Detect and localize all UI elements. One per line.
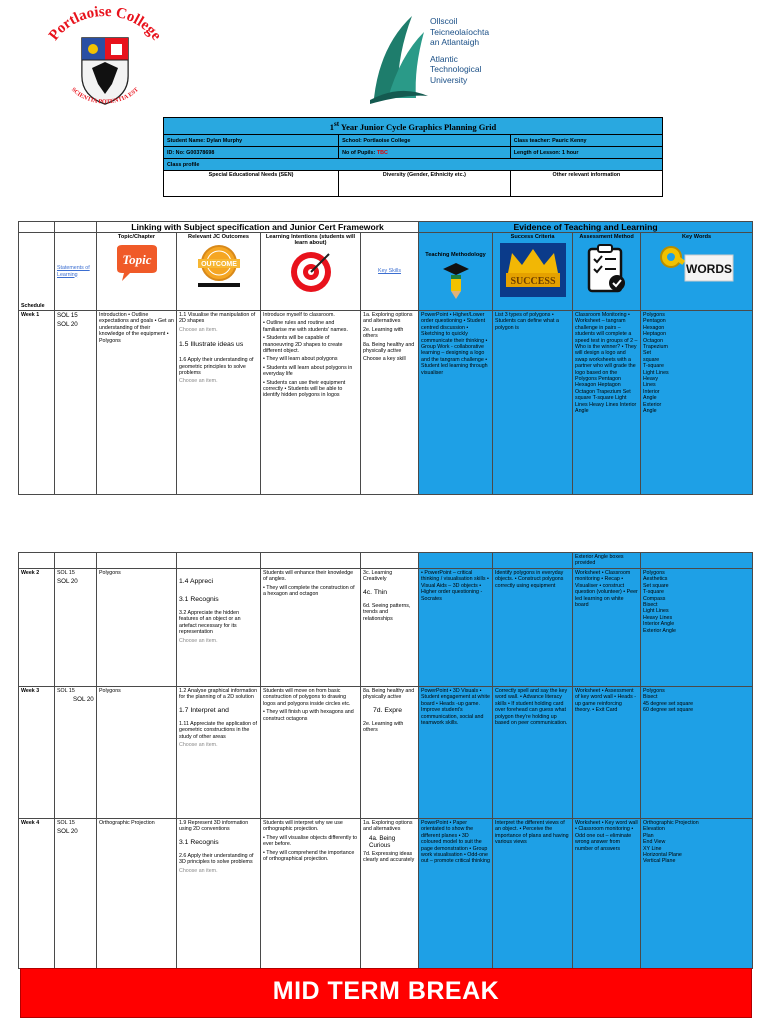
key-word: XY Line [643, 845, 662, 852]
outcome-item: 3.1 Recognis [179, 838, 219, 846]
week-label: Week 4 [19, 819, 55, 969]
skill-item: 1a. Exploring options and alternatives [363, 312, 413, 325]
blank-cell [641, 553, 753, 569]
topic-image-text: Topic [121, 252, 152, 268]
key-word: Plan [643, 832, 654, 839]
outcome-item: 1.6 Apply their understanding of geometric principles to solve problems [179, 357, 254, 377]
week-label: Week 3 [19, 687, 55, 819]
atu-wordmark [430, 16, 489, 85]
mid-term-break-banner: MID TERM BREAK [20, 968, 752, 1018]
success-cell: Interpret the different views of an object. • Perceive the importance of plans and having various views [493, 819, 573, 969]
methodology-cell: PowerPoint • 3D Visuals • Student engagement at white board • Heads -up game. Improve student's communication, social and teamwork skills. [419, 687, 493, 819]
key-word: Heptagon [643, 331, 667, 338]
outcome-item: 1.4 Appreci [179, 578, 214, 585]
intentions-cell [261, 819, 361, 969]
blank-cell [361, 553, 419, 569]
intention-item: Students will interpret why we use orthographic projection. [263, 820, 343, 833]
planning-grid-title: 1st Year Junior Cycle Graphics Planning Grid [164, 118, 663, 135]
blank-cell [19, 222, 55, 233]
sol-cell [55, 311, 97, 495]
topic-header-label: Topic/Chapter [117, 234, 156, 240]
key-word: Orthographic Projection [643, 820, 699, 826]
key-word: Bisect [643, 694, 658, 701]
college-name: Portlaoise College [45, 4, 165, 44]
outcomes-cell [177, 569, 261, 687]
skills-cell [361, 687, 419, 819]
outcomes-cell [177, 819, 261, 969]
outcome-item: 3.2 Appreciate the hidden features of an object or an artefact necessary for its representation [179, 610, 241, 636]
section-linking-title: Linking with Subject specification and Junior Cert Framework [97, 222, 419, 233]
intention-item: • They will visualise objects differently to ever before. [263, 834, 358, 848]
pupil-count: No of Pupils: TBC [339, 147, 511, 159]
key-word: Hexagon [643, 324, 665, 331]
choose-item-dropdown[interactable]: Choose an item. [179, 637, 218, 644]
skill-item: 8a. Being healthy and physically active [363, 688, 415, 701]
methodology-header [419, 233, 493, 311]
sol-item: SOL 20 [57, 578, 78, 586]
skill-item: 8a. Being healthy and physically active [363, 341, 415, 355]
key-words-cell [641, 687, 753, 819]
outcome-item: 1.2 Analyse graphical information for the planning of a 2D solution [179, 688, 258, 701]
atu-line: Ollscoil [430, 16, 458, 26]
key-word: Interior Angle [643, 621, 675, 628]
key-word: Heavy Lines [643, 614, 673, 621]
key-word: Polygons [643, 312, 665, 318]
success-header-label: Success Criteria [510, 234, 555, 240]
key-word: Elevation [643, 826, 665, 833]
assessment-header-label: Assessment Method [579, 234, 634, 240]
key-word: Aesthetics [643, 576, 668, 583]
assessment-cell: Worksheet • Classroom monitoring • Recap • Visualiser • construct question (volunteer) • Peer led learning on white board [573, 569, 641, 687]
intention-item: • They will learn about polygons [263, 356, 338, 363]
choose-item-dropdown[interactable]: Choose an item. [179, 378, 218, 385]
section-evidence-title: Evidence of Teaching and Learning [419, 222, 753, 233]
key-words-cell [641, 311, 753, 495]
schedule-label: Schedule [19, 233, 55, 311]
key-words-cell [641, 819, 753, 969]
other-info-cell: Other relevant information [510, 171, 662, 197]
outcomes-cell [177, 311, 261, 495]
intention-item: • Students will learn about polygons in everyday life [263, 364, 353, 378]
key-word: Horizontal Plane [643, 852, 682, 859]
sol-item: SOL 20 [57, 321, 78, 328]
key-word: Pentagon [643, 318, 666, 325]
key-word: Set [643, 350, 651, 357]
intentions-header-label: Learning Intentions (students will learn about) [265, 234, 356, 247]
key-word: Angle [643, 408, 657, 415]
atu-mark-icon [370, 16, 428, 104]
topic-header [97, 233, 177, 311]
assessment-continued-cell: Exterior Angle boxes provided [573, 553, 641, 569]
sol-item: SOL 15 [57, 688, 75, 694]
key-word: Light Lines [643, 369, 669, 376]
atu-line: Teicneolaíochta [430, 26, 490, 37]
skill-item: 2e. Learning with others [363, 326, 404, 340]
key-words-cell [641, 569, 753, 687]
blank-cell [55, 553, 97, 569]
assessment-cell: Worksheet • Assessment of key word wall • Heads -up game reinforcing theory. • Exit Card [573, 687, 641, 819]
planning-grid [163, 117, 663, 197]
topic-cell: Orthographic Projection [97, 819, 177, 969]
topic-cell: Polygons [97, 569, 177, 687]
sol-cell [55, 687, 97, 819]
key-word: End View [643, 839, 666, 846]
skill-item: 4a. Being Curious [369, 834, 396, 849]
week-label: Week 1 [19, 311, 55, 495]
week-label: Week 2 [19, 569, 55, 687]
outcome-item: 1.5 Illustrate ideas us [179, 341, 244, 349]
intention-item: • Students will be capable of manoeuvring 2D shapes to create different object. [263, 335, 343, 355]
outcomes-cell [177, 687, 261, 819]
methodology-cell: PowerPoint • Higher/Lower order questioning • Student centred discussion • Sketching to quickly communicate their thinking • Group Work - collaborative learning – designing a logo and the tangram challenge • Student led learning through visualiser [419, 311, 493, 495]
outcome-item: 1.7 Interpret and [179, 706, 229, 714]
clipboard-checklist-icon [585, 243, 629, 295]
outcome-stamp-icon [194, 243, 244, 289]
sol-item: SOL 15 [57, 312, 78, 319]
sol-cell [55, 819, 97, 969]
success-header [493, 233, 573, 311]
outcome-image-text: OUTCOME [200, 261, 237, 269]
key-word: Octagon [643, 337, 664, 344]
skill-item: 6d. Seeing patterns, trends and relationships [363, 602, 411, 622]
success-cell: Correctly spell and say the key word wall. • Advance literacy skills • If student holding card over forehead can guess what polygon they're holding up based on peer communication. [493, 687, 573, 819]
key-word: Light Lines [643, 608, 669, 615]
intentions-cell [261, 687, 361, 819]
weeks-2-4-table [18, 552, 753, 969]
success-crown-icon [500, 243, 566, 297]
blank-cell [55, 222, 97, 233]
intentions-header [261, 233, 361, 311]
skills-cell [361, 819, 419, 969]
key-word: Angle [643, 395, 657, 402]
sen-cell: Special Educational Needs (SEN) [164, 171, 339, 197]
diversity-cell: Diversity (Gender, Ethnicity etc.) [339, 171, 511, 197]
key-word: Compass [643, 595, 666, 602]
atu-line: Technological [430, 64, 482, 74]
intention-item: • Outline rules and routine and familiarise me with students' names. [263, 320, 348, 333]
graduation-pencil-icon [441, 261, 471, 301]
target-icon [288, 249, 334, 295]
key-word: Polygons [643, 688, 665, 694]
skill-item: 1a. Exploring options and alternatives [363, 820, 413, 833]
key-word: 45 degree set square [643, 700, 694, 707]
key-word: Heavy [643, 376, 659, 383]
intention-item: • Students can use their equipment correctly • Students will be able to identify hidden polygons in logos [263, 379, 346, 399]
sol-item: SOL 20 [73, 696, 94, 704]
sol-cell [55, 569, 97, 687]
success-image-text: SUCCESS [510, 276, 556, 288]
key-word: T-square [643, 589, 664, 596]
sol-item: SOL 15 [57, 570, 75, 576]
intentions-cell [261, 569, 361, 687]
outcomes-header-label: Relevant JC Outcomes [188, 234, 249, 240]
blank-cell [177, 553, 261, 569]
choose-item-dropdown[interactable]: Choose an item. [179, 742, 218, 749]
words-image-text: WORDS [685, 262, 732, 277]
portlaoise-college-logo [40, 4, 170, 116]
topic-cell: Polygons [97, 687, 177, 819]
school-name: School: Portlaoise College [339, 135, 511, 147]
outcome-item: 1.9 Represent 3D information using 2D conventions [179, 820, 249, 833]
blank-cell [97, 553, 177, 569]
key-word: Vertical Plane [643, 858, 676, 865]
methodology-cell: PowerPoint • Paper orientated to show the different planes • 3D coloured model to suit the page demonstration • Group work visualisation • Odd-one out – promote critical thinking [419, 819, 493, 969]
assessment-header [573, 233, 641, 311]
atu-line: an Atlantaigh [430, 37, 480, 47]
blank-cell [493, 553, 573, 569]
sol-item: SOL 20 [57, 828, 78, 836]
key-word: Exterior [643, 401, 662, 408]
topic-speech-bubble-icon [114, 243, 160, 283]
success-cell: Identify polygons in everyday objects. • Construct polygons correctly using equipment [493, 569, 573, 687]
id-number: ID: No: G00378698 [164, 147, 339, 159]
key-word: Interior [643, 388, 660, 395]
success-cell: List 3 types of polygons • Students can define what a polygon is [493, 311, 573, 495]
key-word: Exterior Angle [643, 627, 676, 634]
skill-item: 7d. Expressing ideas clearly and accurately [363, 850, 415, 864]
outcomes-header [177, 233, 261, 311]
intention-item: • They will comprehend the importance of orthographical projection. [263, 849, 355, 863]
intentions-cell [261, 311, 361, 495]
sol-item: SOL 15 [57, 820, 75, 826]
statements-of-learning-link[interactable]: Statements of Learning [57, 265, 90, 278]
skill-item: 2e. Learning with others [363, 720, 404, 734]
intention-item: Students will move on from basic construction of polygons to drawing logos and polygons inside circles etc. [263, 688, 351, 707]
college-motto: SCIENTIA POTENTIA EST [69, 86, 141, 106]
outcome-item: 1.11 Appreciate the application of geometric constructions in the study of other areas [179, 720, 257, 740]
atu-line: University [430, 74, 468, 85]
skill-item: 4c. Thin [363, 588, 388, 596]
atu-line: Atlantic [430, 53, 458, 64]
key-words-header-label: Key Words [681, 234, 712, 240]
skills-cell [361, 569, 419, 687]
lesson-length: Length of Lesson: 1 hour [510, 147, 662, 159]
key-words-header [641, 233, 753, 311]
choose-item-dropdown[interactable]: Choose an item. [179, 867, 218, 874]
blank-cell [419, 553, 493, 569]
blank-cell [19, 553, 55, 569]
intention-item: Students will enhance their knowledge of angles. [263, 570, 354, 583]
outcome-item: 1.1 Visualise the manipulation of 2D shapes [179, 312, 256, 325]
topic-cell: Introduction • Outline expectations and goals • Get an understanding of their knowledge of the equipment • Polygons [97, 311, 177, 495]
assessment-cell: Worksheet • Key word wall • Classroom monitoring • Odd one out – eliminate wrong answer from number of answers [573, 819, 641, 969]
week1-table [18, 221, 753, 495]
key-skills-link[interactable]: Key Skills [378, 268, 401, 275]
skill-item: 3c. Learning Creatively [363, 570, 393, 583]
choose-skill-dropdown[interactable]: Choose a key skill [363, 356, 406, 363]
key-word: square [643, 356, 660, 363]
key-words-icon [657, 243, 737, 293]
key-word: 60 degree set square [643, 707, 694, 714]
choose-item-dropdown[interactable]: Choose an item. [179, 326, 218, 333]
key-word: T-square [643, 363, 664, 370]
key-word: Lines [643, 382, 656, 389]
intention-item: Introduce myself to classroom. [263, 312, 335, 318]
key-word: Set square [643, 582, 669, 589]
skills-cell [361, 311, 419, 495]
student-name: Student Name: Dylan Murphy [164, 135, 339, 147]
class-teacher: Class teacher: Pauric Kenny [510, 135, 662, 147]
intention-item: • They will finish up with hexagons and construct octagons [263, 709, 354, 722]
key-word: Bisect [643, 602, 658, 609]
methodology-cell: • PowerPoint – critical thinking / visualisation skills • Visual Aids – 3D objects • Higher order questioning - Socrates [419, 569, 493, 687]
methodology-header-label: Teaching Methodology [425, 252, 486, 258]
outcome-item: 3.1 Recognis [179, 596, 219, 603]
skill-item: 7d. Expre [373, 706, 403, 714]
crest-shield-icon [82, 38, 128, 104]
outcome-item: 2.6 Apply their understanding of 3D principles to solve problems [179, 852, 254, 866]
class-profile: Class profile [164, 159, 663, 171]
key-word: Trapezium [643, 344, 668, 351]
blank-cell [261, 553, 361, 569]
intention-item: • They will complete the construction of a hexagon and octagon [263, 584, 355, 598]
key-word: Polygons [643, 570, 665, 576]
assessment-cell: Classroom Monitoring • Worksheet – tangram challenge in pairs – students will complete a speed test in groups of 2 – Who is the winner? • They will design a logo and swap worksheets with a partner who will grade the logo based on the Polygons Pentagon Hexagon Heptagon Octagon Trapezium Set square T-square Light Lines Heavy Lines Interior Angle [573, 311, 641, 495]
